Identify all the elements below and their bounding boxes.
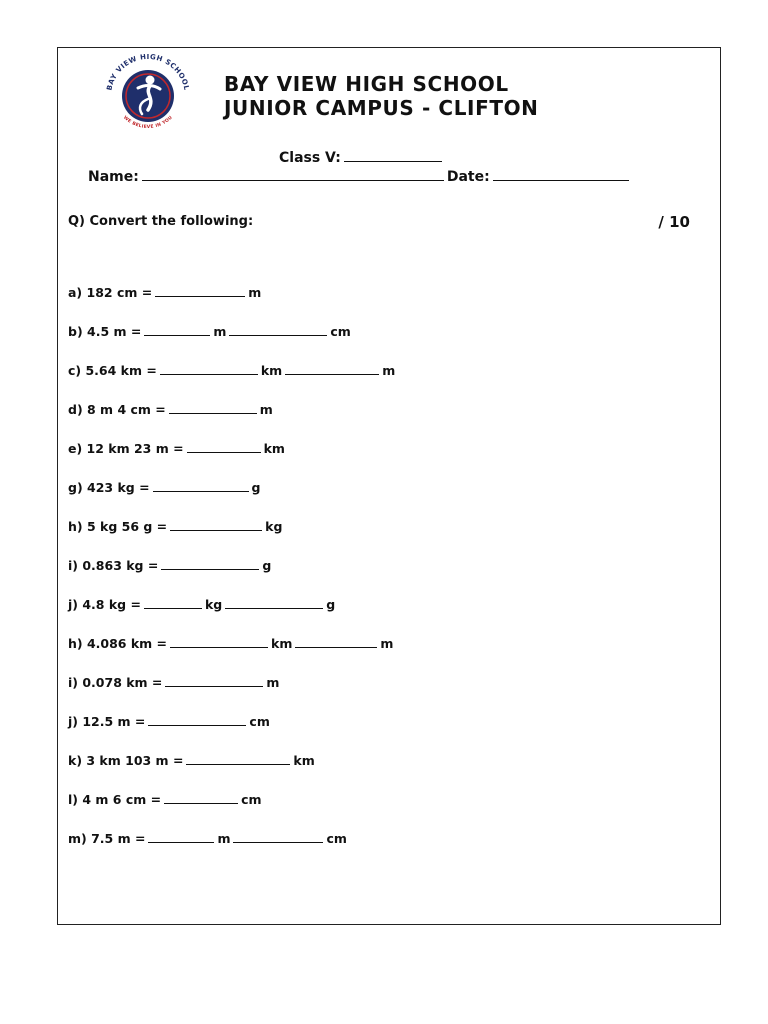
item-prompt: j) 12.5 m = (68, 714, 146, 729)
conversion-list (68, 284, 395, 869)
item-prompt: g) 423 kg = (68, 480, 150, 495)
school-logo (98, 54, 198, 134)
answer-blank[interactable] (169, 401, 257, 414)
item-unit: km (260, 363, 283, 378)
item-prompt: m) 7.5 m = (68, 831, 146, 846)
date-blank[interactable] (493, 168, 629, 181)
item-unit: m (213, 324, 227, 339)
item-unit: cm (241, 792, 262, 807)
item-unit: g (326, 597, 336, 612)
answer-blank[interactable] (164, 791, 238, 804)
item-prompt: b) 4.5 m = (68, 324, 142, 339)
class-blank[interactable] (344, 149, 442, 162)
answer-blank[interactable] (170, 518, 262, 531)
item-unit: km (271, 636, 293, 651)
answer-blank[interactable] (229, 323, 327, 336)
item-prompt: i) 0.863 kg = (68, 558, 159, 573)
logo-emblem (98, 54, 198, 134)
item-prompt: h) 4.086 km = (68, 636, 168, 651)
item-unit: km (263, 441, 285, 456)
conversion-item (68, 518, 395, 557)
conversion-item (68, 284, 395, 323)
conversion-item (68, 362, 395, 401)
item-unit: kg (265, 519, 283, 534)
item-prompt: k) 3 km 103 m = (68, 753, 184, 768)
item-unit: m (382, 363, 396, 378)
name-label: Name: (88, 169, 139, 185)
conversion-item (68, 401, 395, 440)
date-label: Date: (446, 169, 490, 185)
item-prompt: e) 12 km 23 m = (68, 441, 184, 456)
item-unit: cm (330, 324, 351, 339)
answer-blank[interactable] (153, 479, 249, 492)
answer-blank[interactable] (160, 362, 258, 375)
conversion-item (68, 635, 395, 674)
item-unit: m (266, 675, 280, 690)
school-name-line2: JUNIOR CAMPUS - CLIFTON (224, 96, 539, 120)
conversion-item (68, 674, 395, 713)
item-prompt: j) 4.8 kg = (68, 597, 141, 612)
name-date-row (88, 168, 632, 185)
item-unit: m (248, 285, 262, 300)
item-unit: g (251, 480, 261, 495)
item-unit: km (293, 753, 315, 768)
answer-blank[interactable] (187, 440, 261, 453)
logo-motto: WE BELIEVE IN YOU (122, 115, 174, 131)
item-prompt: d) 8 m 4 cm = (68, 402, 166, 417)
school-name (224, 72, 539, 120)
question-text: Q) Convert the following: (68, 214, 254, 229)
name-blank[interactable] (142, 168, 444, 181)
item-prompt: h) 5 kg 56 g = (68, 519, 168, 534)
score-total: / 10 (658, 213, 690, 231)
item-unit: m (217, 831, 231, 846)
answer-blank[interactable] (165, 674, 263, 687)
answer-blank[interactable] (155, 284, 245, 297)
answer-blank[interactable] (285, 362, 379, 375)
worksheet (57, 47, 721, 925)
conversion-item (68, 752, 395, 791)
item-prompt: l) 4 m 6 cm = (68, 792, 162, 807)
school-name-line1: BAY VIEW HIGH SCHOOL (224, 72, 509, 96)
item-unit: m (259, 402, 273, 417)
answer-blank[interactable] (148, 713, 246, 726)
item-unit: kg (204, 597, 223, 612)
answer-blank[interactable] (295, 635, 377, 648)
answer-blank[interactable] (233, 830, 323, 843)
answer-blank[interactable] (144, 596, 202, 609)
answer-blank[interactable] (186, 752, 290, 765)
item-unit: g (262, 558, 272, 573)
conversion-item (68, 479, 395, 518)
answer-blank[interactable] (161, 557, 259, 570)
conversion-item (68, 323, 395, 362)
conversion-item (68, 440, 395, 479)
logo-ring-text: BAY VIEW HIGH SCHOOL (105, 54, 191, 92)
class-field (279, 149, 445, 166)
class-label: Class V: (279, 150, 341, 166)
item-unit: cm (249, 714, 270, 729)
item-prompt: a) 182 cm = (68, 285, 153, 300)
item-prompt: i) 0.078 km = (68, 675, 163, 690)
conversion-item (68, 596, 395, 635)
item-prompt: c) 5.64 km = (68, 363, 157, 378)
conversion-item (68, 791, 395, 830)
answer-blank[interactable] (225, 596, 323, 609)
conversion-item (68, 830, 395, 869)
item-unit: cm (326, 831, 347, 846)
item-unit: m (380, 636, 394, 651)
conversion-item (68, 713, 395, 752)
conversion-item (68, 557, 395, 596)
answer-blank[interactable] (148, 830, 214, 843)
answer-blank[interactable] (144, 323, 210, 336)
answer-blank[interactable] (170, 635, 268, 648)
